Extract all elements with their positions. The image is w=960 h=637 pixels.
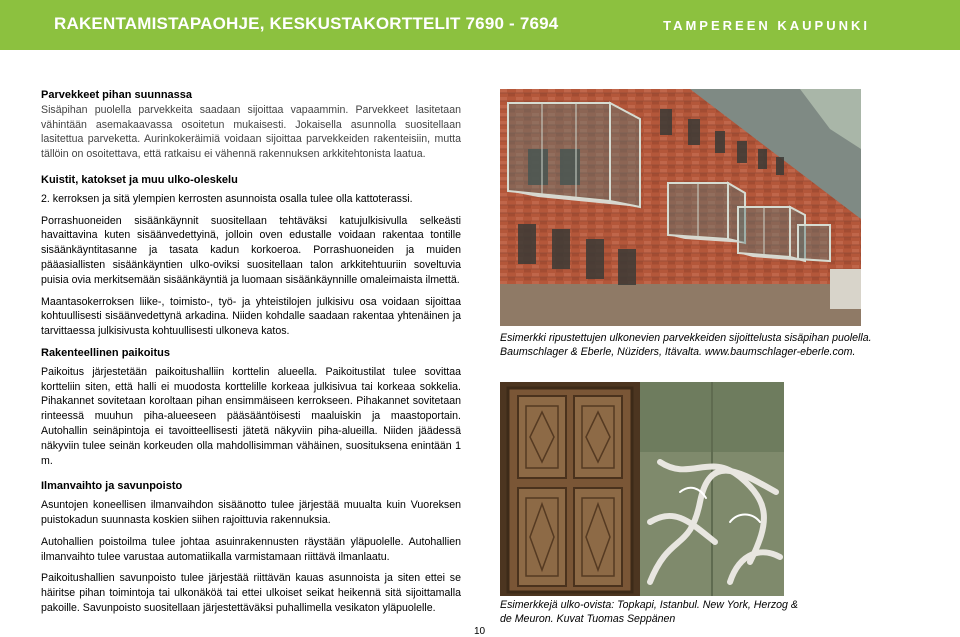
section-heading-entrances: Kuistit, katokset ja muu ulko-oleskelu <box>41 173 238 186</box>
paragraph-parking: Paikoitus järjestetään paikoitushalliin korttelin alueella. Paikoitustilat tulee sovittaa kortteliin siten, että halli ei muodosta korttelille korkeaa julkisivua tai korkeaa sokkelia. Pihakannet sovitetaan koroltaan pihan ensimmäiseen kerrokseen. Pihakannet sovitetaan rinteessä muuhun piha-alueeseen pääsääntöisesti maaluiskin ja maastoportain. Autohallin seinäpintoja ei tavoitteellisesti jätetä näkyviin piha-alueilla. Niiden jäädessä näkyviin tulee seinän korkeuden olla mahdollisimman vähäinen, suosituksena enintään 1 m. <box>41 365 461 467</box>
section-heading-balconies: Parvekkeet pihan suunnassa <box>41 89 193 101</box>
paragraph-smoke-extraction: Paikoitushallien savunpoisto tulee järjestää riittävän kauas asunnoista ja siten ettei se häiritse pihan toimintoja tai ulkonäköä tai ettei ulkoiset seikat heikennä sitä sijoittamalla pakoille. Savunpoisto suositellaan järjestettäväksi puhallimella vesikaton yläpuolelle. <box>41 572 461 614</box>
figure-caption-doors: Esimerkkejä ulko-ovista: Topkapi, Istanbul. New York, Herzog & de Meuron. Kuvat Tuomas Seppänen <box>500 599 798 625</box>
page-header <box>0 0 960 50</box>
balcony-building-illustration <box>500 89 861 326</box>
section-heading-parking: Rakenteellinen paikoitus <box>41 346 170 359</box>
doors-illustration <box>500 382 784 596</box>
paragraph-arcade: Maantasokerroksen liike-, toimisto-, työ- ja yhteistilojen julkisivu osa voidaan sijoittaa kohtuullisesti sisäänvedettynä arkadina. Niiden kohdalle saadaan rakentaa yhtenäinen ja tarvittaessa julkisivusta kohtuullisesti ulkoneva katos. <box>41 295 461 338</box>
main-text-column <box>41 88 461 616</box>
paragraph-balconies: Sisäpihan puolella parvekkeita saadaan sijoittaa vapaammin. Parvekkeet lasitetaan vähintään asemakaavassa osoitetun mukaisesti. Jokaisella asunnolla suositellaan lasitettua parveketta. Aurinkokeräimiä voidaan sijoittaa parvekkeiden rakenteisiin, mutta tällöin on osoitettava, että ratkaisu ei vähennä rakennuksen arkkitehtonista laatua. <box>41 103 461 161</box>
figure-caption-balconies: Esimerkki ripustettujen ulkonevien parvekkeiden sijoittelusta sisäpihan puolella. Baumschlager & Eberle, Nüziders, Itävalta. www.baumschlager-eberle.com. <box>500 332 872 358</box>
document-title: RAKENTAMISTAPAOHJE, KESKUSTAKORTTELIT 7690 - 7694 <box>54 14 559 33</box>
paragraph-ventilation-intake: Asuntojen koneellisen ilmanvaihdon sisäänotto tulee järjestää muualta kuin Vuoreksen puistokadun suunnasta koskien siihen rajoittuvia rakennuksia. <box>41 499 461 526</box>
paragraph-roof-terrace: 2. kerroksen ja sitä ylempien kerrosten asunnoista osalla tulee olla kattoterassi. <box>41 192 413 205</box>
balcony-photo <box>500 89 861 326</box>
page-number: 10 <box>474 626 486 637</box>
paragraph-exhaust-air: Autohallien poistoilma tulee johtaa asuinrakennusten räystään yläpuolelle. Autohallien ilmanvaihto tulee varustaa automatiikalla varmistamaan riittävä ilmanlaatu. <box>41 535 461 563</box>
door-photo <box>500 382 784 596</box>
section-heading-ventilation: Ilmanvaihto ja savunpoisto <box>41 480 183 493</box>
organization-name: TAMPEREEN KAUPUNKI <box>663 18 870 33</box>
paragraph-entrances: Porrashuoneiden sisäänkäynnit suositellaan tehtäväksi katujulkisivulla selkeästi havaittavina kuten sisäänvedettyinä, jolloin oven edustalle voidaan rakentaa tontille sisäänkäyntitasanne ja tasata kadun korkoeroa. Porrashuoneiden ja muiden pääasiallisten sisäänkäyntien ulko-oviksi suositellaan talon arkkitehtuuriin soveltuvia puisia ovia merkitsemään sisäänkäyntiä ja luomaan sisäänkäynnille omaleimaista ilmettä. <box>41 214 461 286</box>
